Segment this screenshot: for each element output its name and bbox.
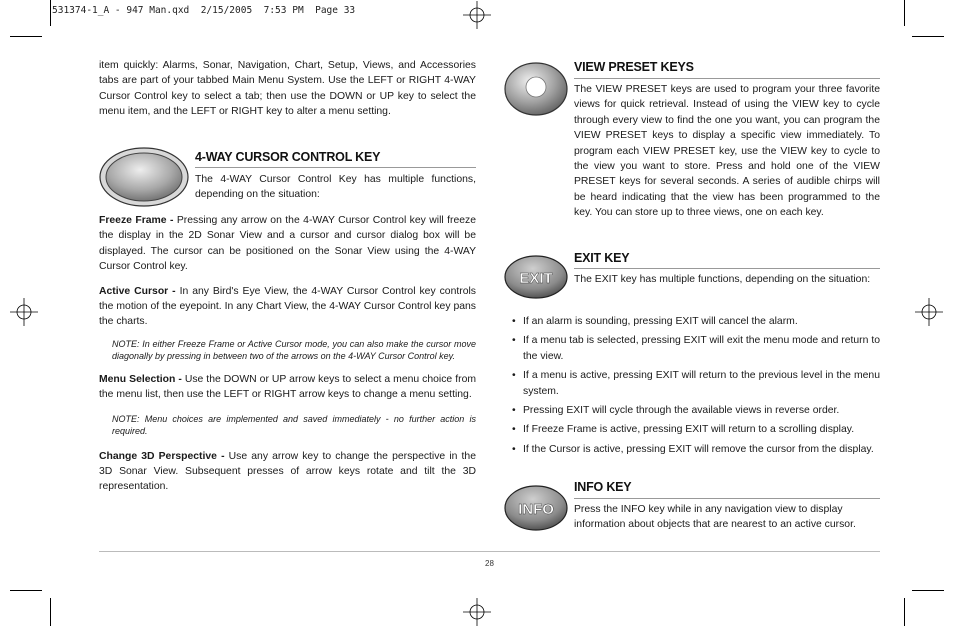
- crop-mark-bl-h: [10, 590, 42, 591]
- list-item: • If an alarm is sounding, pressing EXIT will cancel the alarm.: [512, 314, 880, 329]
- footer-rule: [99, 551, 880, 552]
- change-3d-text: Use any arrow key to change the perspective in the 3D Sonar View. Subsequent presses of arrow keys rotate and tilt the 3D representation.: [99, 450, 476, 493]
- intro-paragraph: [99, 58, 476, 120]
- registration-mark-top: [463, 1, 491, 29]
- active-cursor-label: Active Cursor -: [99, 285, 176, 297]
- print-slug: 531374-1_A - 947 Man.qxd 2/15/2005 7:53 PM Page 33: [52, 5, 356, 16]
- list-item: • Pressing EXIT will cycle through the available views in reverse order.: [512, 403, 880, 418]
- active-cursor-paragraph: [99, 284, 476, 330]
- change-3d-label: Change 3D Perspective -: [99, 450, 225, 462]
- menu-selection-label: Menu Selection -: [99, 373, 182, 385]
- menu-selection-text: Use the DOWN or UP arrow keys to select a menu choice from the menu list, then use the LEFT or RIGHT arrow keys to change a menu setting.: [99, 373, 477, 401]
- exit-key-heading: EXIT KEY: [574, 251, 630, 265]
- list-item: • If a menu is active, pressing EXIT will return to the previous level in the menu system.: [512, 368, 880, 399]
- exit-key-label: EXIT: [519, 270, 553, 287]
- crop-mark-br-v: [904, 598, 905, 626]
- cursor-heading-rule: [195, 167, 476, 168]
- view-preset-body: [574, 82, 880, 221]
- exit-key-icon: [503, 254, 569, 300]
- crop-mark-tl-v: [50, 0, 51, 26]
- crop-mark-tr-h: [912, 36, 944, 37]
- freeze-frame-paragraph: [99, 213, 476, 275]
- view-heading-rule: [574, 78, 880, 79]
- registration-mark-left: [10, 298, 38, 326]
- list-item: • If Freeze Frame is active, pressing EXIT will return to a scrolling display.: [512, 422, 880, 437]
- change-3d-paragraph: [99, 449, 476, 495]
- registration-mark-bottom: [463, 598, 491, 626]
- registration-mark-right: [915, 298, 943, 326]
- exit-intro: [574, 272, 880, 287]
- crop-mark-br-h: [912, 590, 944, 591]
- view-preset-text: The VIEW PRESET keys are used to program your three favorite views for quick retrieval. Instead of using the VIEW key to cycle through every view to find the one you want, you can program the VIEW PRESET keys to display a specific view immediately. To program each VIEW PRESET key, use the VIEW key to cycle to the view you want to store. Press and hold one of the VIEW PRESET keys for several seconds. A series of audible chirps will be heard indicating that the view has been programmed to the key. You can store up to three views, one on each key.: [574, 84, 880, 219]
- info-heading-rule: [574, 498, 880, 499]
- info-key-label: INFO: [518, 501, 554, 518]
- note1-label: NOTE: [112, 338, 138, 349]
- exit-bullet-list: [512, 314, 880, 457]
- note-menu-choices: NOTE: Menu choices are implemented and saved immediately - no further action is required.: [112, 413, 476, 437]
- left-body: [99, 213, 476, 495]
- info-body: [574, 502, 880, 533]
- cursor-intro-text: The 4-WAY Cursor Control Key has multiple functions, depending on the situation:: [195, 174, 476, 201]
- exit-intro-text: The EXIT key has multiple functions, depending on the situation:: [574, 274, 871, 285]
- note-diagonal: [99, 338, 476, 363]
- info-key-heading: INFO KEY: [574, 480, 632, 494]
- crop-mark-tr-v: [904, 0, 905, 26]
- view-preset-heading: VIEW PRESET KEYS: [574, 60, 694, 74]
- view-preset-key-icon: [503, 61, 569, 117]
- intro-text: item quickly: Alarms, Sonar, Navigation, Chart, Setup, Views, and Accessories tabs are part of your tabbed Main Menu System. Use the LEFT or RIGHT 4-WAY Cursor Control key to select a tab; then use the DOWN or UP key to select the menu item, and the LEFT or RIGHT key to alter a menu setting.: [99, 60, 476, 118]
- crop-mark-tl-h: [10, 36, 42, 37]
- info-text: Press the INFO key while in any navigation view to display information about objects that are nearest to an active cursor.: [574, 504, 856, 531]
- crop-mark-bl-v: [50, 598, 51, 626]
- freeze-frame-text: Pressing any arrow on the 4-WAY Cursor Control key will freeze the display in the 2D Sonar View and a cursor and cursor dialog box will be displayed. The cursor can be positioned on the Sonar View using the 4-WAY Cursor Control key.: [99, 215, 477, 273]
- list-item: • If a menu tab is selected, pressing EXIT will exit the menu mode and return to the view.: [512, 333, 880, 364]
- list-item: • If the Cursor is active, pressing EXIT will remove the cursor from the display.: [512, 442, 880, 457]
- freeze-frame-label: Freeze Frame -: [99, 215, 174, 226]
- exit-heading-rule: [574, 268, 880, 269]
- note1-text: : In either Freeze Frame or Active Cursor mode, you can also make the cursor move diagonally by pressing in between two of the arrows on the 4-WAY Cursor Control key.: [112, 338, 476, 362]
- cursor-intro: [195, 172, 476, 203]
- page-number: 28: [485, 559, 494, 568]
- cursor-control-key-icon: [99, 147, 191, 209]
- active-cursor-text: In any Bird's Eye View, the 4-WAY Cursor Control key controls the motion of the eyepoint. In any Chart View, the 4-WAY Cursor Control key pans the charts.: [99, 285, 476, 328]
- info-key-icon: [503, 484, 569, 532]
- cursor-control-heading: 4-WAY CURSOR CONTROL KEY: [195, 150, 381, 164]
- exit-bullets: [512, 314, 880, 461]
- menu-selection-paragraph: [99, 372, 476, 403]
